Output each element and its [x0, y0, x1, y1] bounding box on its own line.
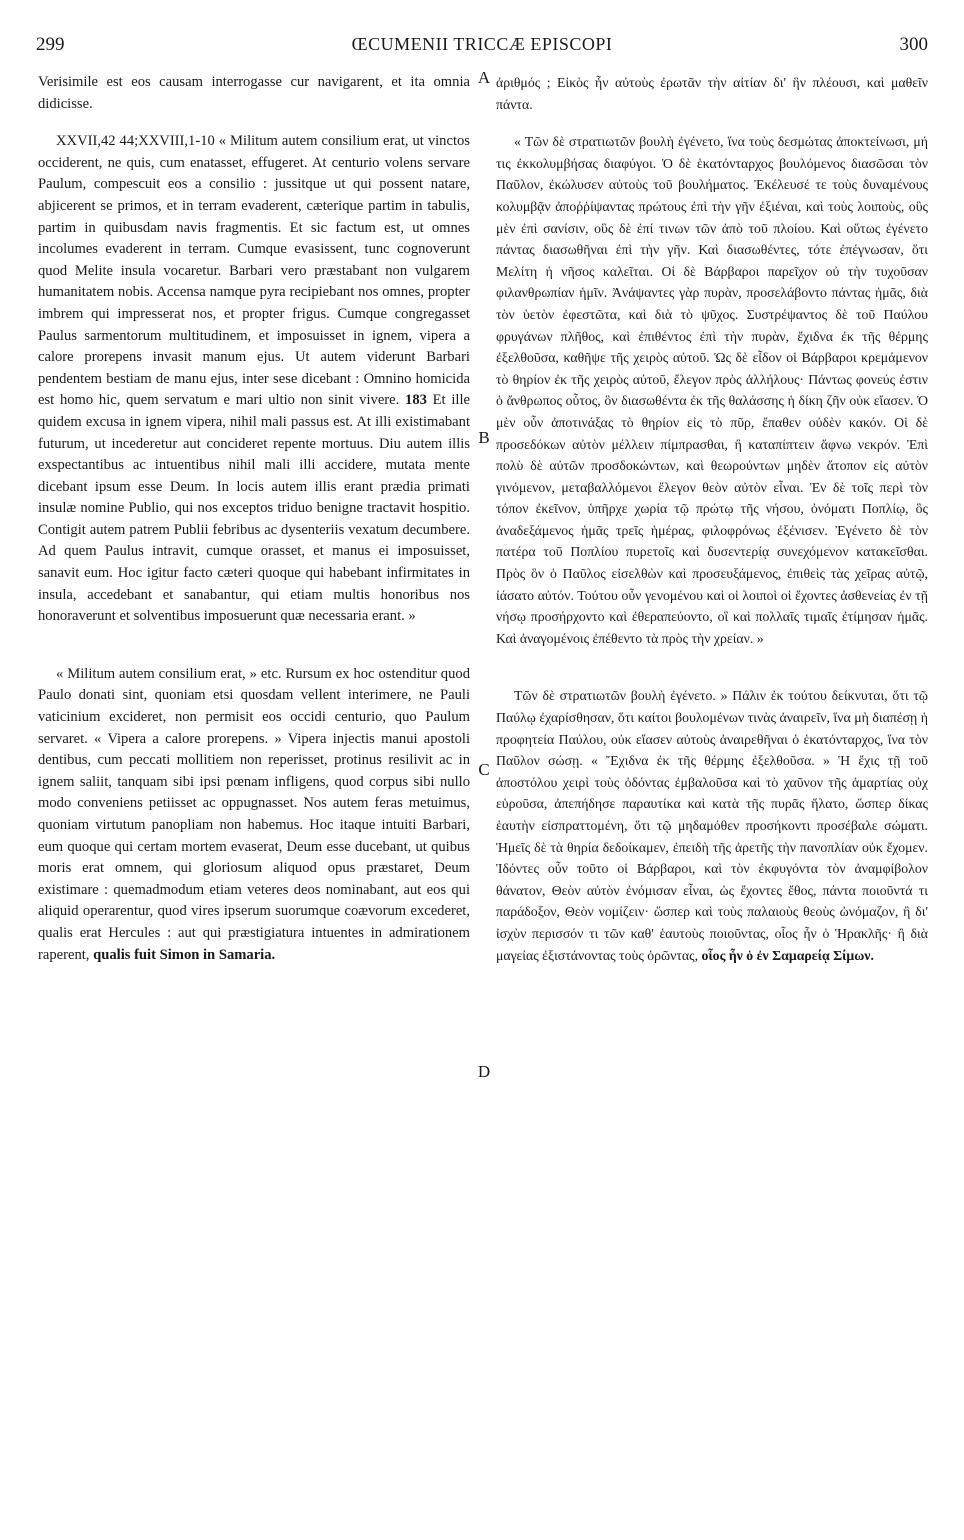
- migne-column-number: 183: [405, 392, 427, 409]
- greek-paragraph-1: ἀριθμός ; Εἰκὸς ἦν αὐτοὺς ἐρωτᾶν τὴν αἰτίαν δι' ἣν πλέουσι, καὶ μαθεῖν πάντα.: [496, 75, 928, 112]
- margin-letter-d: D: [477, 1062, 491, 1081]
- page-number-right: 300: [899, 34, 928, 55]
- page-header: [36, 34, 928, 64]
- greek-commentary: [496, 685, 928, 966]
- latin-commentary: [38, 664, 470, 966]
- latin-paragraph-1: Verisimile est eos causam interrogasse cur navigarent, et ita omnia didicisse.: [38, 74, 470, 112]
- latin-scripture-text-cont: Et ille quidem excusa in ignem vipera, nihil mali passus est. At illi existimabant futurum, ut incederetur aut concideret repente mortuus. Diu autem illis exspectantibus ac intuentibus nihil mali illi accidere, mutata mente dicebant ipsum esse Deum. In locis autem illis erant prædia primati insulæ nomine Publio, qui nos exceptos triduo benigne tractavit hospitio. Contigit autem patrem Publii febribus ac dysenteriis vexatum decumbere. Ad quem Paulus intravit, cumque orasset, et manus ei imposuisset, sanavit eum. Hoc igitur facto cæteri quoque qui habebant infirmitates in insula, accedebant et sanabantur, qui etiam multis honoribus nos honoraverunt et solventibus imposuerunt quæ necessaria erant. »: [38, 392, 470, 625]
- page-number-left: 299: [36, 34, 65, 55]
- greek-column: [496, 72, 928, 966]
- margin-letter-c: C: [478, 760, 490, 779]
- latin-scripture-text: XXVII,42 44;XXVIII,1-10 « Militum autem consilium erat, ut vinctos occiderent, ne quis, cum enatasset, effugeret. At centurio volens servare Paulum, compescuit eos a consilio : jussitque ut qui possent natare, abjicerent se primos, et in terram evaderent, cæterique partim in tabulis, partim in quibusdam navis fragmentis. Et sic factum est, ut omnes incolumes evaderent in terram. Cumque evasissent, tunc cognoverunt quod Melite insula vocaretur. Barbari vero præstabant non vulgarem humanitatem nobis. Accensa namque pyra recipiebant nos omnes, propter imbrem qui impresserat nos, et propter frigus. Cumque congregasset Paulus sarmentorum multitudinem, et imposuisset in ignem, vipera a calore prorepens invasit manum ejus. Ut autem viderunt Barbari pendentem bestiam de manu ejus, inter sese dicebant : Omnino homicida est homo hic, quem servatum e mari ultio non sinit vivere.: [38, 133, 470, 409]
- margin-letter-b: B: [478, 428, 490, 447]
- greek-commentary-end: οἷος ἦν ὁ ἐν Σαμαρείᾳ Σίμων.: [701, 947, 874, 963]
- latin-commentary-end: qualis fuit Simon in Samaria.: [93, 946, 276, 963]
- latin-commentary-text: « Militum autem consilium erat, » etc. Rursum ex hoc ostenditur quod Paulo donati sint, quoniam etsi quosdam vellent interimere, ne Pauli vaticinium excideret, non permisit eos occidi centurio, quo Paulum servaret. « Vipera a calore prorepens. » Vipera injectis manui apostoli dentibus, cum peccati mollitiem non reperisset, protinus resilivit ac in ignem saliit, tanquam sibi ipsi pœnam infligens, quod corpus sibi nullo modo conveniens petiisset ac oppugnasset. Nos autem feras metuimus, quoniam virtutum panopliam non habemus. Hoc itaque intuiti Barbari, eum quoque qui certam mortem evaserat, Deum esse ducebant, ut quibus moris erat omnem, qui gloriosum aliquod opus præstaret, Deum existimare : quemadmodum etiam veteres deos nominabant, aut eos qui aliquid operarentur, quod vires ipserum suorumque coævorum excederet, qualis erat Hercules : aut qui præstigiatura intuentes in admirationem raperent,: [38, 665, 470, 963]
- greek-commentary-text: Τῶν δὲ στρατιωτῶν βουλὴ ἐγένετο. » Πάλιν ἐκ τούτου δείκνυται, ὅτι τῷ Παύλῳ ἐχαρίσθησαν, ὅτι καίτοι βουλομένων τινὰς ἀναιρεῖν, ἵνα μὴ διαπέσῃ ἡ προφητεία Παύλου, οὐκ εἴασεν αὐτοὺς ἀναιρεθῆναι ὁ ἑκατόνταρχος, ἵνα τὸν Παῦλον σώσῃ. « Ἔχιδνα ἐκ τῆς θέρμης ἐξελθοῦσα. » Ἡ ἔχις τῇ τοῦ ἀποστόλου χειρὶ τοὺς ὀδόντας ἐμβαλοῦσα καὶ τὸ χαῦνον τῆς ἁμαρτίας οὐχ εὑροῦσα, ἀπεπήδησε παραυτίκα καὶ κατὰ τῆς πυρᾶς ἥλατο, ὥσπερ δίκας ἑαυτὴν εἰσπραττομένη, ὅτι τῷ μηδαμόθεν προσήκοντι προσέβαλε σώματι. Ἡμεῖς δὲ τὰ θηρία δεδοίκαμεν, ἐπειδὴ τῆς ἀρετῆς τὴν πανοπλίαν οὐκ ἔχομεν. Ἰδόντες οὖν τοῦτο οἱ Βάρβαροι, καὶ τὸν ἐκφυγόντα τὸν ἀναμφίβολον θάνατον, Θεὸν αὐτὸν ἐνόμισαν εἶναι, ὡς ἔχοντες ἔθος, πάντα ποιοῦντά τι παράδοξον, Θεὸν νομίζειν· ὥσπερ καὶ τοὺς παλαιοὺς θεοὺς ὠνόμαζον, ἢ δι' ἰσχὺν περισσόν τι τῶν καθ' ἑαυτοὺς ποιοῦντας, οἷος ἦν ὁ Ἡρακλῆς· ἢ διὰ μαγείας ἐξιστάνοντας τοὺς ὁρῶντας,: [496, 688, 928, 963]
- greek-scripture-text: « Τῶν δὲ στρατιωτῶν βουλὴ ἐγένετο, ἵνα τοὺς δεσμώτας ἀποκτείνωσι, μή τις ἐκκολυμβήσας διαφύγοι. Ὁ δὲ ἑκατόνταρχος βουλόμενος διασῶσαι τὸν Παῦλον, ἐκώλυσεν αὐτοὺς τοῦ βουλήματος. Ἐκέλευσέ τε τοὺς δυναμένους κολυμβᾷν ἀποῤῥίψαντας πρώτους ἐπὶ τὴν γῆν ἐξιέναι, καὶ τοὺς λοιποὺς, οὓς μὲν ἐπὶ σανίσιν, οὓς δὲ ἐπί τινων τῶν ἀπὸ τοῦ πλοίου. Καὶ οὕτως ἐγένετο πάντας διασωθῆναι ἐπὶ τὴν γῆν. Καὶ διασωθέντες, τότε ἐπέγνωσαν, ὅτι Μελίτη ἡ νῆσος καλεῖται. Οἱ δὲ Βάρβαροι παρεῖχον οὐ τὴν τυχοῦσαν φιλανθρωπίαν ἡμῖν. Ἀνάψαντες γὰρ πυρὰν, προσελάβοντο πάντας ἡμᾶς, διὰ τὸν ὑετὸν ἐφεστῶτα, καὶ διὰ τὸ ψῦχος. Συστρέψαντος δὲ τοῦ Παύλου φρυγάνων πλῆθος, καὶ ἐπιθέντος ἐπὶ τὴν πυρὰν, ἔχιδνα ἐκ τῆς θέρμης ἐξελθοῦσα, καθῆψε τῆς χειρὸς αὐτοῦ. Ὡς δὲ εἶδον οἱ Βάρβαροι κρεμάμενον τὸ θηρίον ἐκ τῆς χειρὸς αὐτοῦ, ἔλεγον πρὸς ἀλλήλους· Πάντως φονεύς ἐστιν ὁ ἄνθρωπος οὗτος, ὃν διασωθέντα ἐκ τῆς θαλάσσης ἡ δίκη ζῆν οὐκ εἴασεν. Ὁ μὲν οὖν ἀποτινάξας τὸ θηρίον εἰς τὸ πῦρ, ἔπαθεν οὐδὲν κακόν. Οἱ δὲ προσεδόκων αὐτὸν μέλλειν πίμπρασθαι, ἢ καταπίπτειν ἄφνω νεκρόν. Ἐπὶ πολὺ δὲ αὐτῶν προσδοκώντων, καὶ θεωρούντων μηδὲν ἄτοπον εἰς αὐτὸν γινόμενον, μεταβαλλόμενοι ἔλεγον θεὸν αὐτὸν εἶναι. Ἐν δὲ τοῖς περὶ τὸν τόπον ἐκεῖνον, ὑπῆρχε χωρία τῷ πρώτῳ τῆς νήσου, ὀνόματι Ποπλίῳ, ὃς ἀναδεξάμενος ἡμᾶς τρεῖς ἡμέρας, φιλοφρόνως ἐξένισεν. Ἐγένετο δὲ τὸν πατέρα τοῦ Ποπλίου πυρετοῖς καὶ δυσεντερίᾳ συνεχόμενον κατακεῖσθαι. Πρὸς ὃν ὁ Παῦλος εἰσελθὼν καὶ προσευξάμενος, ἐπιθεὶς τὰς χεῖρας αὐτῷ, ἰάσατο αὐτόν. Τούτου οὖν γενομένου καὶ οἱ λοιποὶ οἱ ἔχοντες ἀσθενείας ἐν τῇ νήσῳ προσήρχοντο καὶ ἐθεραπεύοντο, οἳ καὶ πολλαῖς τιμαῖς ἐτίμησαν ἡμᾶς. Καὶ ἀναγομένοις ἐπέθεντο τὰ πρὸς τὴν χρείαν. »: [496, 134, 928, 646]
- running-title: ŒCUMENII TRICCÆ EPISCOPI: [351, 34, 613, 54]
- latin-column: [38, 72, 470, 966]
- latin-paragraph-2: [38, 131, 470, 628]
- margin-letter-a: A: [477, 68, 491, 87]
